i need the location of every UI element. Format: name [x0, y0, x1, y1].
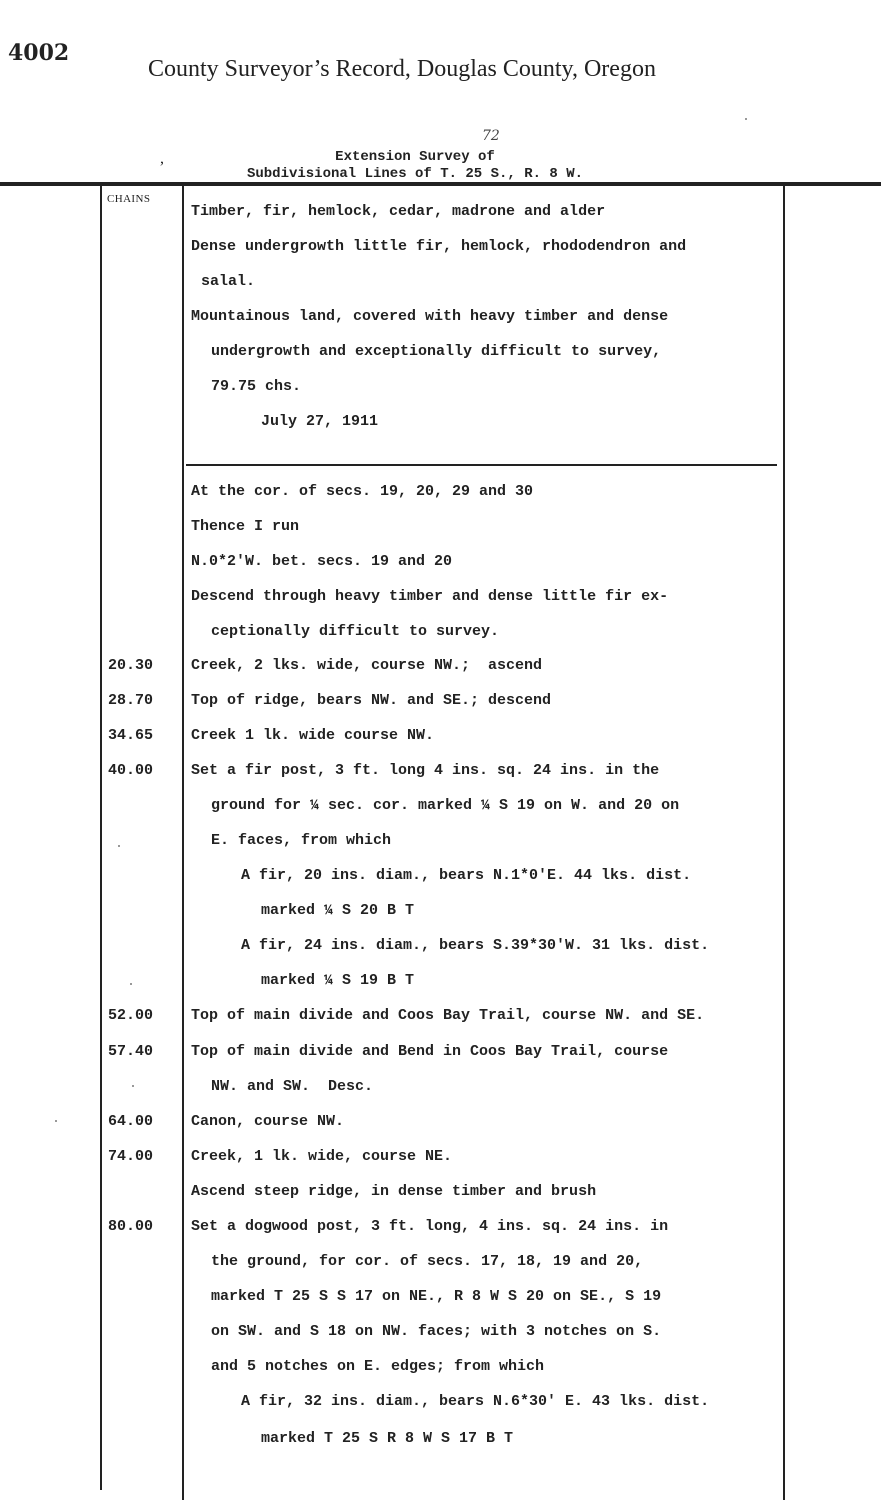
survey-title-line-2: Subdivisional Lines of T. 25 S., R. 8 W.	[246, 166, 584, 182]
record-line: Creek, 2 lks. wide, course NW.; ascend	[191, 657, 543, 674]
chains-column-divider	[182, 186, 184, 1500]
chain-distance: 57.40	[108, 1043, 154, 1060]
record-line: A fir, 20 ins. diam., bears N.1*0'E. 44 lks. dist.	[241, 867, 692, 884]
record-line: Canon, course NW.	[191, 1113, 345, 1130]
record-line: A fir, 32 ins. diam., bears N.6*30' E. 43 lks. dist.	[241, 1393, 710, 1410]
record-line: 79.75 chs.	[211, 378, 302, 395]
right-margin-line	[783, 186, 785, 1500]
record-line: on SW. and S 18 on NW. faces; with 3 notches on S.	[211, 1323, 662, 1340]
page-number: 4002	[8, 40, 70, 66]
chain-distance: 40.00	[108, 762, 154, 779]
chain-distance: 28.70	[108, 692, 154, 709]
record-line: Dense undergrowth little fir, hemlock, rhododendron and	[191, 238, 687, 255]
record-line: Creek, 1 lk. wide, course NE.	[191, 1148, 453, 1165]
record-line: Top of main divide and Bend in Coos Bay Trail, course	[191, 1043, 669, 1060]
comma-mark: ,	[160, 150, 164, 167]
record-line: salal.	[201, 273, 256, 290]
record-line: Timber, fir, hemlock, cedar, madrone and alder	[191, 203, 606, 220]
record-line: Top of main divide and Coos Bay Trail, course NW. and SE.	[191, 1007, 705, 1024]
record-line: marked T 25 S R 8 W S 17 B T	[261, 1430, 514, 1447]
record-line: Creek 1 lk. wide course NW.	[191, 727, 435, 744]
record-line: E. faces, from which	[211, 832, 392, 849]
record-line: Top of ridge, bears NW. and SE.; descend	[191, 692, 552, 709]
chains-column-label: CHAINS	[107, 193, 151, 205]
record-line: marked ¼ S 19 B T	[261, 972, 415, 989]
record-line: the ground, for cor. of secs. 17, 18, 19 and 20,	[211, 1253, 644, 1270]
gutter-dot	[745, 118, 747, 120]
gutter-dot	[130, 983, 132, 985]
gutter-dot	[118, 845, 120, 847]
record-line: A fir, 24 ins. diam., bears S.39*30'W. 31 lks. dist.	[241, 937, 710, 954]
chain-distance: 20.30	[108, 657, 154, 674]
record-line: July 27, 1911	[261, 413, 379, 430]
record-line: ceptionally difficult to survey.	[211, 623, 500, 640]
left-margin-line	[100, 186, 102, 1490]
header-rule	[0, 182, 881, 186]
record-line: At the cor. of secs. 19, 20, 29 and 30	[191, 483, 534, 500]
chain-distance: 64.00	[108, 1113, 154, 1130]
record-line: N.0*2'W. bet. secs. 19 and 20	[191, 553, 453, 570]
survey-title-line-1: Extension Survey of	[335, 149, 495, 165]
record-line: NW. and SW. Desc.	[211, 1078, 374, 1095]
chain-distance: 80.00	[108, 1218, 154, 1235]
county-header: County Surveyor’s Record, Douglas County, Oregon	[148, 56, 656, 82]
record-line: marked T 25 S S 17 on NE., R 8 W S 20 on SE., S 19	[211, 1288, 662, 1305]
record-line: Descend through heavy timber and dense little fir ex-	[191, 588, 669, 605]
record-line: marked ¼ S 20 B T	[261, 902, 415, 919]
record-line: Set a dogwood post, 3 ft. long, 4 ins. sq. 24 ins. in	[191, 1218, 669, 1235]
record-line: undergrowth and exceptionally difficult to survey,	[211, 343, 662, 360]
record-line: Set a fir post, 3 ft. long 4 ins. sq. 24 ins. in the	[191, 762, 660, 779]
gutter-dot	[132, 1085, 134, 1087]
chain-distance: 74.00	[108, 1148, 154, 1165]
chain-distance: 34.65	[108, 727, 154, 744]
section-rule	[186, 464, 777, 466]
chain-distance: 52.00	[108, 1007, 154, 1024]
handwritten-page-number: 72	[482, 128, 500, 144]
record-line: Thence I run	[191, 518, 300, 535]
record-line: ground for ¼ sec. cor. marked ¼ S 19 on W. and 20 on	[211, 797, 680, 814]
record-line: Mountainous land, covered with heavy timber and dense	[191, 308, 669, 325]
gutter-dot	[55, 1120, 57, 1122]
record-line: and 5 notches on E. edges; from which	[211, 1358, 545, 1375]
record-line: Ascend steep ridge, in dense timber and brush	[191, 1183, 597, 1200]
